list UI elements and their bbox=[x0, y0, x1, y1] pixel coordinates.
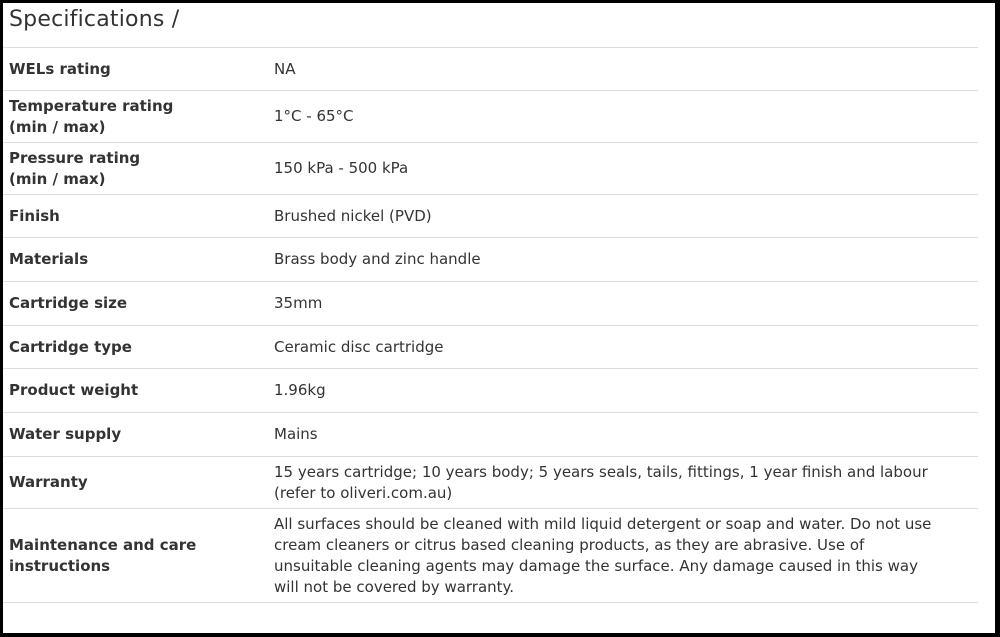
spec-value-text: Mains bbox=[274, 425, 318, 443]
spec-label bbox=[3, 282, 274, 326]
spec-label-text: Cartridge type bbox=[9, 337, 132, 356]
spec-value bbox=[274, 91, 978, 143]
spec-value-text: 1°C - 65°C bbox=[274, 107, 354, 125]
table-row bbox=[3, 326, 978, 369]
spec-value bbox=[274, 369, 978, 413]
spec-value-text: NA bbox=[274, 59, 296, 78]
spec-value-text: 150 kPa - 500 kPa bbox=[274, 159, 409, 177]
spec-label-text: Pressure rating (min / max) bbox=[9, 148, 141, 188]
spec-label bbox=[3, 238, 274, 282]
spec-value-text: Brushed nickel (PVD) bbox=[274, 206, 432, 225]
table-row bbox=[3, 91, 978, 143]
table-row bbox=[3, 369, 978, 413]
spec-label-text: Warranty bbox=[9, 473, 88, 491]
spec-label bbox=[3, 326, 274, 369]
spec-value bbox=[274, 413, 978, 457]
spec-value bbox=[274, 509, 978, 603]
table-row bbox=[3, 48, 978, 91]
spec-label bbox=[3, 48, 274, 91]
spec-label-text: Cartridge size bbox=[9, 294, 128, 312]
spec-label-text: Maintenance and care instructions bbox=[9, 535, 197, 575]
spec-value bbox=[274, 195, 978, 238]
table-row bbox=[3, 413, 978, 457]
spec-value-text: 1.96kg bbox=[274, 381, 326, 399]
spec-label bbox=[3, 143, 274, 195]
spec-value-text: All surfaces should be cleaned with mild liquid detergent or soap and water. Do not use cream cleaners or citrus based cleaning products, as they are abrasive. Use of unsuitable cleaning agents may damage the surface. Any damage caused in this way will not be covered by warranty. bbox=[274, 514, 932, 596]
table-row bbox=[3, 509, 978, 603]
table-row bbox=[3, 457, 978, 509]
spec-label-text: Finish bbox=[9, 206, 60, 225]
table-row bbox=[3, 238, 978, 282]
table-row bbox=[3, 143, 978, 195]
spec-value bbox=[274, 48, 978, 91]
spec-label-text: Materials bbox=[9, 250, 89, 268]
spec-label-text: Water supply bbox=[9, 425, 122, 443]
spec-label bbox=[3, 195, 274, 238]
spec-label-text: Temperature rating (min / max) bbox=[9, 96, 174, 136]
spec-label bbox=[3, 91, 274, 143]
spec-label bbox=[3, 413, 274, 457]
spec-label bbox=[3, 457, 274, 509]
spec-value bbox=[274, 238, 978, 282]
spec-value bbox=[274, 143, 978, 195]
spec-label bbox=[3, 509, 274, 603]
table-row bbox=[3, 282, 978, 326]
table-row bbox=[3, 195, 978, 238]
spec-value-text: 35mm bbox=[274, 294, 323, 312]
spec-value bbox=[274, 326, 978, 369]
spec-value-text: Ceramic disc cartridge bbox=[274, 337, 444, 356]
page-title: Specifications / bbox=[9, 7, 180, 32]
specifications-panel bbox=[3, 3, 995, 633]
spec-label bbox=[3, 369, 274, 413]
specifications-table bbox=[3, 47, 978, 603]
spec-label-text: Product weight bbox=[9, 381, 139, 399]
spec-value bbox=[274, 457, 978, 509]
spec-value-text: Brass body and zinc handle bbox=[274, 250, 481, 268]
spec-value-text: 15 years cartridge; 10 years body; 5 years seals, tails, fittings, 1 year finish and labour (refer to oliveri.com.au) bbox=[274, 462, 928, 502]
spec-value bbox=[274, 282, 978, 326]
spec-label-text: WELs rating bbox=[9, 59, 111, 78]
